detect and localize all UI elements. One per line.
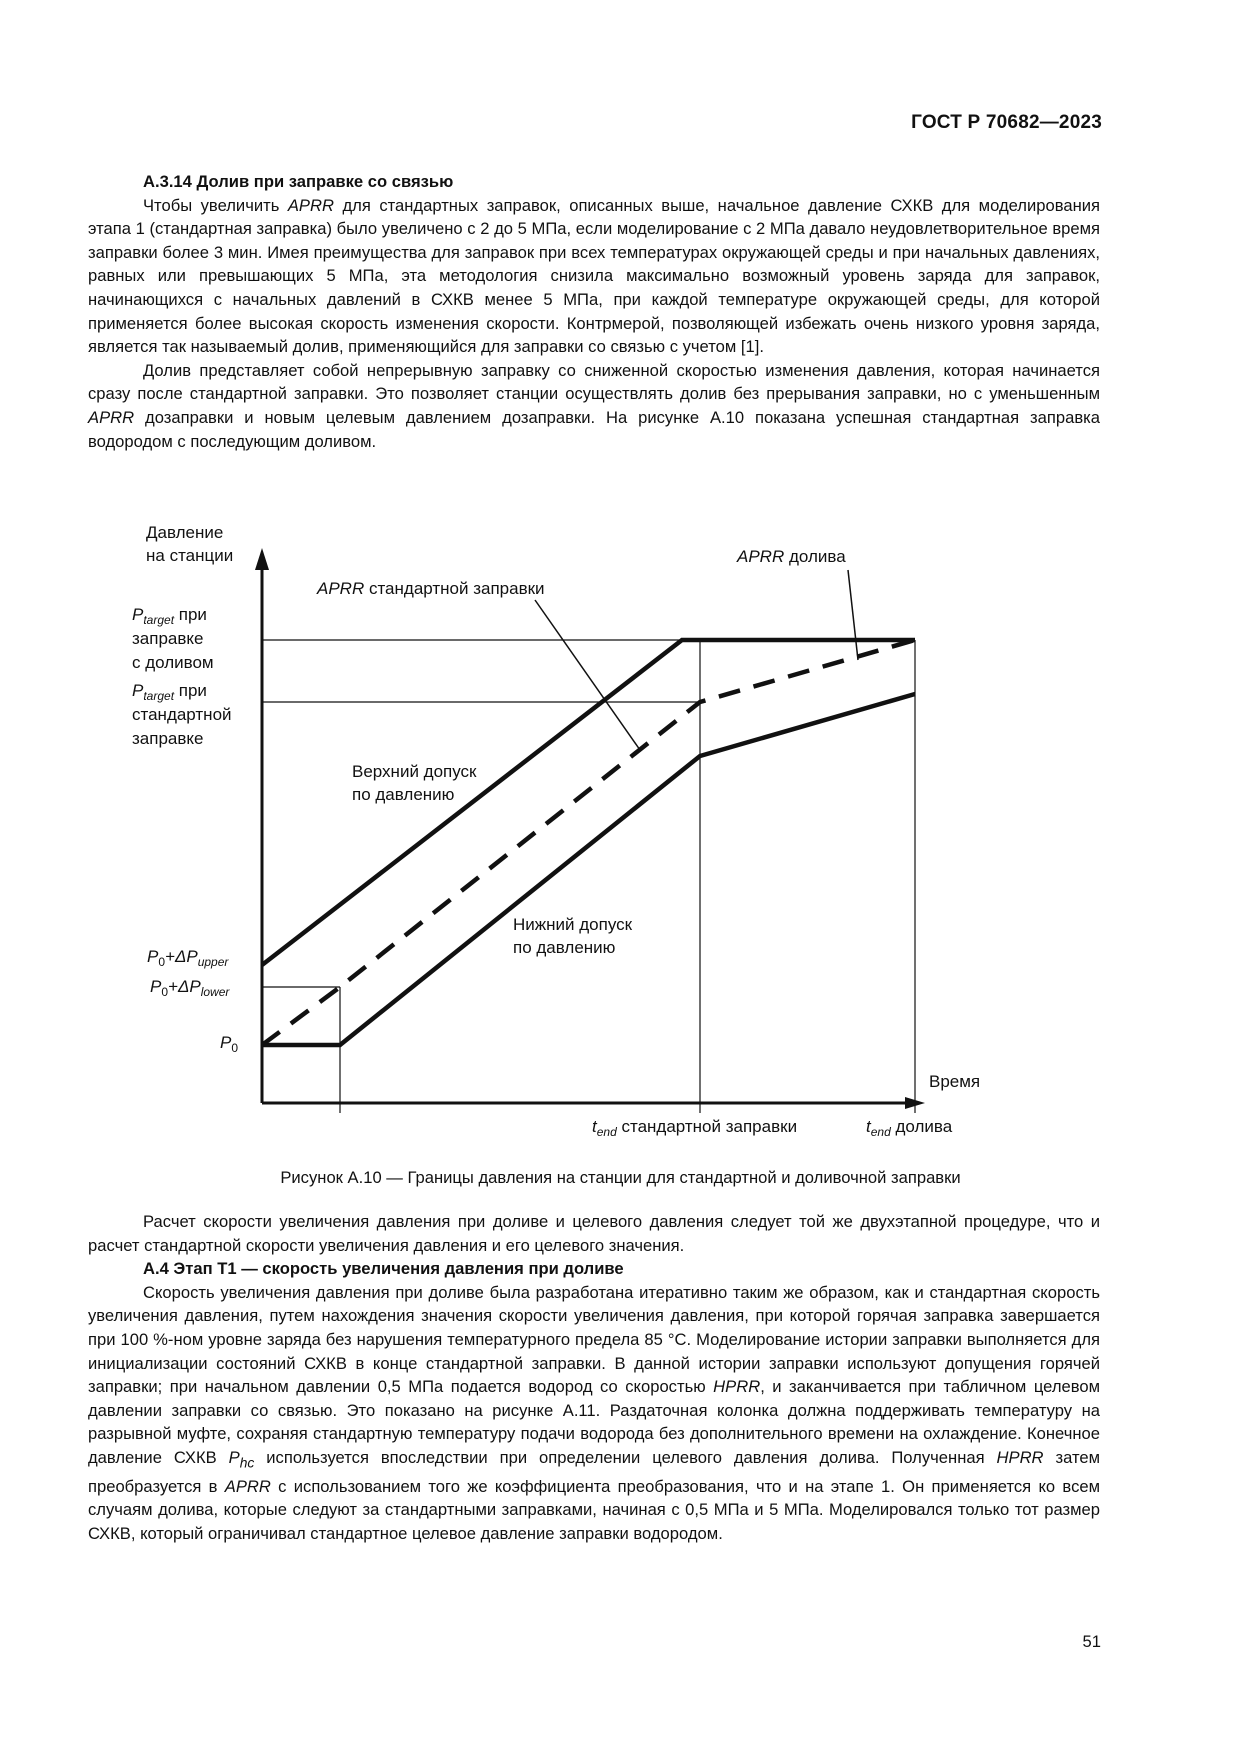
- lower-tolerance-line: [262, 694, 915, 1045]
- tend-topoff-label: $t_{end}$ долива: [866, 1117, 953, 1139]
- lower-tolerance-label-line2: по давлению: [513, 938, 616, 957]
- tend-standard-label: $t_{end}$ стандартной заправки: [592, 1117, 798, 1139]
- ptarget-top-label-line2: заправке: [132, 629, 204, 648]
- paragraph: Чтобы увеличить APRR для стандартных заправок, описанных выше, начальное давление СХКВ для моделирования этапа 1 (стандартная заправка) было увеличено с 2 до 5 МПа, если моделирование с 2 МПа давало неудовлетворительное время заправки более 3 мин. Имея преимущества для заправок при всех температурах окружающей среды и при начальных давлениях, равных или превышающих 5 МПа, эта методология снизила максимально возможный уровень заряда для заправок, начинающихся с начальных давлений в СХКВ менее 5 МПа, при каждой температуре окружающей среды, для которой применяется более высокая скорость изменения скорости. Контрмерой, позволяющей избежать очень низкого уровня заряда, является так называемый долив, применяющийся для заправки со связью с учетом [1].: [88, 195, 1100, 357]
- ptarget-mid-label-line2: стандартной: [132, 705, 232, 724]
- ptarget-top-label: $P_{target}$ при: [132, 605, 207, 627]
- p0-label: $P_0$: [220, 1033, 239, 1055]
- aprr-standard-label: APRR стандартной заправки: [317, 579, 545, 598]
- figure-caption: Рисунок А.10 — Границы давления на станции для стандартной и доливочной заправки: [280, 1168, 961, 1187]
- ptarget-mid-label: $P_{target}$ при: [132, 681, 207, 703]
- upper-tolerance-label-line2: по давлению: [352, 785, 455, 804]
- y-axis-title-line1: Давление: [146, 523, 224, 542]
- target-pressure-line: [262, 640, 915, 1045]
- section-heading-a314: А.3.14 Долив при заправке со связью: [143, 172, 454, 191]
- aprr-top-leader: [848, 570, 858, 660]
- lower-tolerance-label-line1: Нижний допуск: [513, 915, 633, 934]
- section-a4: [88, 1210, 1100, 1546]
- ptarget-top-label-line3: с доливом: [132, 653, 214, 672]
- document-header: ГОСТ Р 70682—2023: [911, 112, 1102, 133]
- x-axis-title: Время: [929, 1072, 981, 1091]
- paragraph: Расчет скорости увеличения давления при доливе и целевого давления следует той же двухэтапной процедуре, что и расчет стандартной скорости увеличения давления и его целевого значения.: [88, 1212, 1100, 1255]
- ptarget-mid-label-line3: заправке: [132, 729, 204, 748]
- paragraph: Скорость увеличения давления при доливе была разработана итеративно таким же образом, как и стандартная скорость увеличения давления, путем нахождения значения скорости увеличения давления, при которой горячая заправка завершается при 100 %-ном уровне заряда без нарушения температурного предела 85 °С. Моделирование истории заправки выполняется для инициализации состояний СХКВ в конце стандартной заправки. В данной истории заправки используют допущения горячей заправки; при начальном давлении 0,5 МПа подается водород со скоростью HPRR, и заканчивается при табличном целевом давлении заправки со связью. Это показано на рисунке А.11. Раздаточная колонка должна поддерживать температуру на разрывной муфте, сохраняя стандартную температуру подачи водорода без дополнительного времени на охлаждение. Конечное давление СХКВ $P_{hc}$ используется впоследствии при определении целевого давления долива. Полученная HPRR затем преобразуется в APRR с использованием того же коэффициента преобразования, что и на этапе 1. Он применяется ко всем случаям долива, которые следуют за стандартными заправками, начиная с 0,5 МПа и 5 МПа. Моделировался только тот размер СХКВ, который ограничивал стандартное целевое давление заправки водородом.: [88, 1282, 1101, 1544]
- paragraph: Долив представляет собой непрерывную заправку со сниженной скоростью изменения давления, которая начинается сразу после стандартной заправки. Это позволяет станции осуществлять долив без прерывания заправки, но с уменьшенным APRR дозаправки и новым целевым давлением дозаправки. На рисунке А.10 показана успешная стандартная заправка водородом с последующим доливом.: [88, 360, 1100, 451]
- y-axis-title-line2: на станции: [146, 546, 234, 565]
- aprr-std-leader: [535, 600, 640, 750]
- upper-tolerance-label-line1: Верхний допуск: [352, 762, 477, 781]
- section-heading-a4: А.4 Этап Т1 — скорость увеличения давления при доливе: [143, 1259, 624, 1279]
- page-number: 51: [1082, 1632, 1101, 1651]
- aprr-topoff-label: APRR долива: [737, 547, 846, 566]
- y-axis-arrow: [255, 548, 269, 570]
- p0-upper-label: $P_0+\Delta P_{upper}$: [147, 947, 229, 969]
- p0-lower-label: $P_0+\Delta P_{lower}$: [150, 977, 230, 999]
